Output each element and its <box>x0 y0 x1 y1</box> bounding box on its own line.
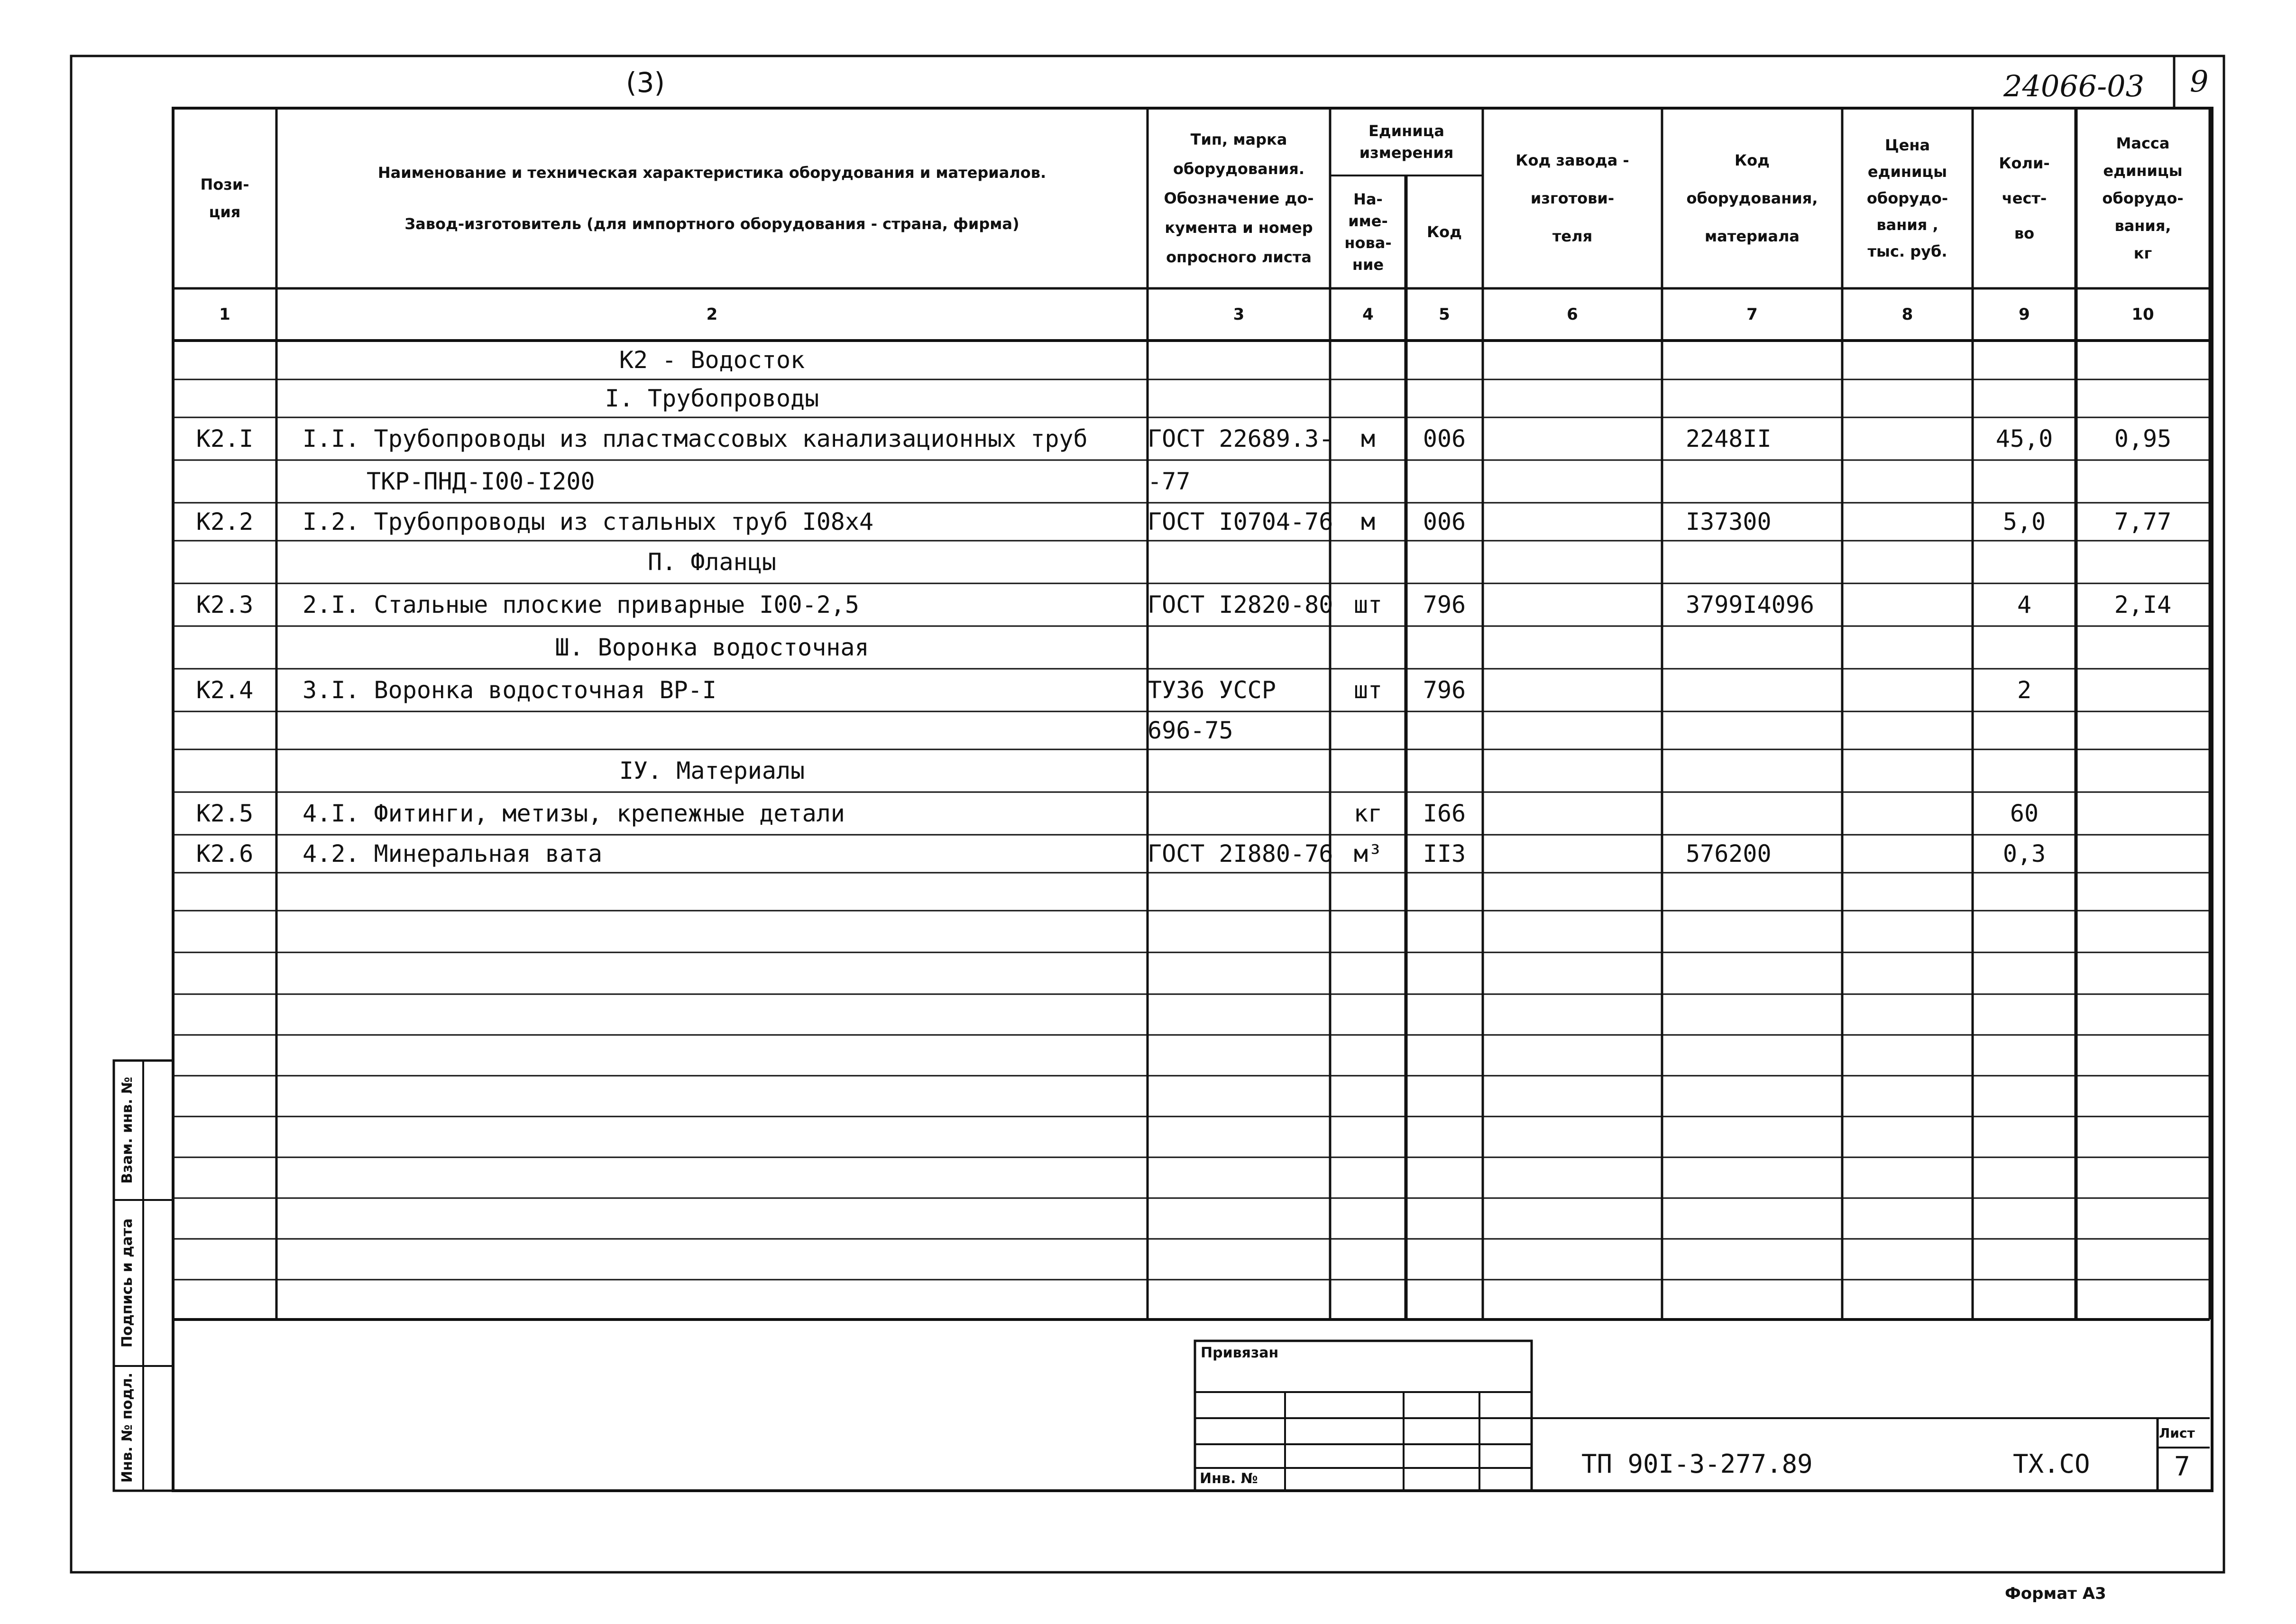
format-label: Формат А3 <box>2005 1584 2106 1603</box>
cell-mass <box>2076 711 2210 749</box>
cell-code <box>1406 541 1483 583</box>
cell-price <box>1842 503 1973 541</box>
cell-pos: К2.4 <box>196 676 254 704</box>
cell-factory <box>1483 711 1662 749</box>
cell-name: 4.2. Минеральная вата <box>303 840 603 867</box>
cell-equip <box>1686 711 1842 749</box>
cell-equip <box>1686 792 1842 835</box>
cell-unit <box>1330 541 1406 583</box>
cell-factory <box>1483 417 1662 460</box>
cell-qty <box>1973 541 2076 583</box>
cell-pos <box>173 749 276 792</box>
column-number: 4 <box>1362 305 1374 324</box>
cell-unit: кг <box>1353 800 1383 827</box>
column-number: 8 <box>1901 305 1913 324</box>
cell-equip: 3799I4096 <box>1686 591 1814 618</box>
cell-qty: 4 <box>2017 591 2032 618</box>
section-code: ТХ.СО <box>2013 1449 2090 1479</box>
cell-name: ТКР-ПНД-I00-I200 <box>367 468 595 495</box>
cell-mass <box>2076 341 2210 379</box>
cell-unit: м <box>1360 425 1376 452</box>
cell-type <box>1148 541 1330 583</box>
cell-qty <box>1973 460 2076 503</box>
column-number: 2 <box>706 305 718 324</box>
cell-factory <box>1483 460 1662 503</box>
cell-mass <box>2076 379 2210 417</box>
page-number: 9 <box>2190 64 2209 99</box>
cell-name: IУ. Материалы <box>619 757 805 784</box>
section-mark: (3) <box>626 66 665 99</box>
cell-price <box>1842 583 1973 626</box>
sheet-label: Лист <box>2159 1425 2195 1441</box>
cell-name: Ш. Воронка водосточная <box>555 634 869 661</box>
side-label-inv-podl: Инв. № подл. <box>119 1372 136 1483</box>
cell-qty <box>1973 749 2076 792</box>
cell-price <box>1842 669 1973 711</box>
cell-code <box>1406 341 1483 379</box>
cell-name: 2.I. Стальные плоские приварные I00-2,5 <box>303 591 859 618</box>
header-equipment-code: Код оборудования, материала <box>1686 151 1818 245</box>
cell-type <box>1148 341 1330 379</box>
cell-price <box>1842 835 1973 873</box>
cell-factory <box>1483 379 1662 417</box>
cell-code: 796 <box>1423 676 1466 704</box>
cell-factory <box>1483 583 1662 626</box>
cell-factory <box>1483 341 1662 379</box>
cell-type: ГОСТ I2820-80 <box>1148 591 1333 618</box>
cell-pos <box>173 626 276 669</box>
cell-qty <box>1973 626 2076 669</box>
cell-equip: 2248II <box>1686 425 1772 452</box>
header-unit-group: Единица измерения <box>1359 122 1454 162</box>
cell-name: I. Трубопроводы <box>605 385 819 412</box>
cell-mass <box>2076 626 2210 669</box>
cell-unit <box>1330 460 1406 503</box>
cell-type: ГОСТ 22689.3- <box>1148 425 1333 452</box>
cell-price <box>1842 541 1973 583</box>
cell-mass: 7,77 <box>2114 508 2172 535</box>
cell-pos: К2.I <box>196 425 254 452</box>
cell-name: П. Фланцы <box>648 548 776 576</box>
cell-code <box>1406 711 1483 749</box>
header-type: Тип, марка оборудования. Обозначение до- кумента и номер опросного листа <box>1164 130 1314 266</box>
side-label-signature-date: Подпись и дата <box>119 1218 136 1348</box>
cell-code: 796 <box>1423 591 1466 618</box>
cell-qty: 5,0 <box>2002 508 2046 535</box>
cell-type <box>1148 379 1330 417</box>
cell-type: ТУ36 УССР <box>1148 676 1276 704</box>
cell-type <box>1148 749 1330 792</box>
cell-type <box>1148 792 1330 835</box>
cell-mass <box>2076 749 2210 792</box>
cell-equip <box>1686 749 1842 792</box>
cell-code: 006 <box>1423 508 1466 535</box>
cell-price <box>1842 792 1973 835</box>
cell-qty: 45,0 <box>1995 425 2053 452</box>
cell-equip: I37300 <box>1686 508 1772 535</box>
cell-code: II3 <box>1423 840 1466 867</box>
cell-price <box>1842 749 1973 792</box>
cell-equip <box>1686 626 1842 669</box>
cell-equip <box>1686 341 1842 379</box>
cell-type: ГОСТ 2I880-76 <box>1148 840 1333 867</box>
cell-unit: м <box>1360 508 1376 535</box>
cell-pos <box>173 379 276 417</box>
cell-code <box>1406 460 1483 503</box>
cell-pos: К2.5 <box>196 800 254 827</box>
cell-name: 3.I. Воронка водосточная ВР-I <box>303 676 716 704</box>
cell-unit <box>1330 379 1406 417</box>
cell-code <box>1406 379 1483 417</box>
cell-equip: 576200 <box>1686 840 1772 867</box>
cell-name: К2 - Водосток <box>619 346 805 374</box>
cell-price <box>1842 341 1973 379</box>
cell-qty <box>1973 379 2076 417</box>
cell-type: 696-75 <box>1148 717 1233 744</box>
cell-qty: 60 <box>2010 800 2039 827</box>
cell-price <box>1842 711 1973 749</box>
header-factory-code: Код завода - изготови- теля <box>1515 151 1629 245</box>
cell-code <box>1406 749 1483 792</box>
stamp-privyazan: Привязан <box>1201 1345 1279 1361</box>
cell-price <box>1842 626 1973 669</box>
cell-equip <box>1686 460 1842 503</box>
cell-price <box>1842 417 1973 460</box>
header-quantity: Коли- чест- во <box>1999 154 2050 242</box>
cell-mass <box>2076 541 2210 583</box>
cell-pos: К2.2 <box>196 508 254 535</box>
header-price: Цена единицы оборудо- вания , тыс. руб. <box>1866 136 1948 260</box>
cell-unit: шт <box>1353 676 1383 704</box>
cell-factory <box>1483 792 1662 835</box>
header-name-line1: Наименование и техническая характеристика оборудования и материалов. <box>377 164 1047 182</box>
cell-type <box>1148 626 1330 669</box>
cell-factory <box>1483 626 1662 669</box>
sheet-number: 7 <box>2174 1451 2190 1482</box>
cell-pos <box>173 460 276 503</box>
header-mass: Масса единицы оборудо- вания, кг <box>2102 134 2184 262</box>
column-number: 1 <box>219 305 230 324</box>
cell-pos <box>173 341 276 379</box>
column-number: 3 <box>1233 305 1245 324</box>
cell-mass <box>2076 835 2210 873</box>
cell-factory <box>1483 503 1662 541</box>
stamp-inv-no: Инв. № <box>1200 1470 1258 1487</box>
cell-qty <box>1973 341 2076 379</box>
cell-pos <box>173 711 276 749</box>
cell-mass: 0,95 <box>2114 425 2172 452</box>
cell-equip <box>1686 379 1842 417</box>
project-code: ТП 90I-3-277.89 <box>1581 1449 1813 1479</box>
cell-name: 4.I. Фитинги, метизы, крепежные детали <box>303 800 845 827</box>
cell-type: -77 <box>1148 468 1191 495</box>
column-number: 5 <box>1439 305 1450 324</box>
cell-code: 006 <box>1423 425 1466 452</box>
cell-code <box>1406 626 1483 669</box>
cell-unit <box>1330 626 1406 669</box>
cell-pos: К2.3 <box>196 591 254 618</box>
side-label-replaced-inv: Взам. инв. № <box>119 1077 136 1184</box>
cell-factory <box>1483 669 1662 711</box>
column-number: 9 <box>2019 305 2030 324</box>
cell-mass <box>2076 460 2210 503</box>
column-number: 7 <box>1746 305 1758 324</box>
cell-price <box>1842 460 1973 503</box>
cell-name: I.I. Трубопроводы из пластмассовых канализационных труб <box>303 425 1088 452</box>
cell-factory <box>1483 749 1662 792</box>
document-number: 24066-03 <box>2003 69 2145 103</box>
cell-equip <box>1686 669 1842 711</box>
cell-qty: 2 <box>2017 676 2032 704</box>
cell-price <box>1842 379 1973 417</box>
cell-mass: 2,I4 <box>2114 591 2172 618</box>
cell-factory <box>1483 835 1662 873</box>
cell-name <box>303 711 1148 749</box>
cell-unit <box>1330 341 1406 379</box>
cell-name: I.2. Трубопроводы из стальных труб I08x4 <box>303 508 874 535</box>
cell-mass <box>2076 792 2210 835</box>
header-name <box>276 108 1148 288</box>
header-unit-name: На- име- нова- ние <box>1344 190 1392 274</box>
cell-factory <box>1483 541 1662 583</box>
header-name-line2: Завод-изготовитель (для импортного оборудования - страна, фирма) <box>404 215 1019 233</box>
cell-type: ГОСТ I0704-76 <box>1148 508 1333 535</box>
cell-pos: К2.6 <box>196 840 254 867</box>
cell-unit: м³ <box>1353 840 1383 867</box>
cell-unit <box>1330 749 1406 792</box>
cell-pos <box>173 541 276 583</box>
header-unit-code: Код <box>1427 223 1462 241</box>
cell-code: I66 <box>1423 800 1466 827</box>
column-number: 6 <box>1567 305 1578 324</box>
header-position: Пози- ция <box>200 175 249 221</box>
cell-qty <box>1973 711 2076 749</box>
cell-qty: 0,3 <box>2002 840 2046 867</box>
cell-equip <box>1686 541 1842 583</box>
cell-unit: шт <box>1353 591 1383 618</box>
cell-unit <box>1330 711 1406 749</box>
cell-mass <box>2076 669 2210 711</box>
column-number: 10 <box>2131 305 2154 324</box>
